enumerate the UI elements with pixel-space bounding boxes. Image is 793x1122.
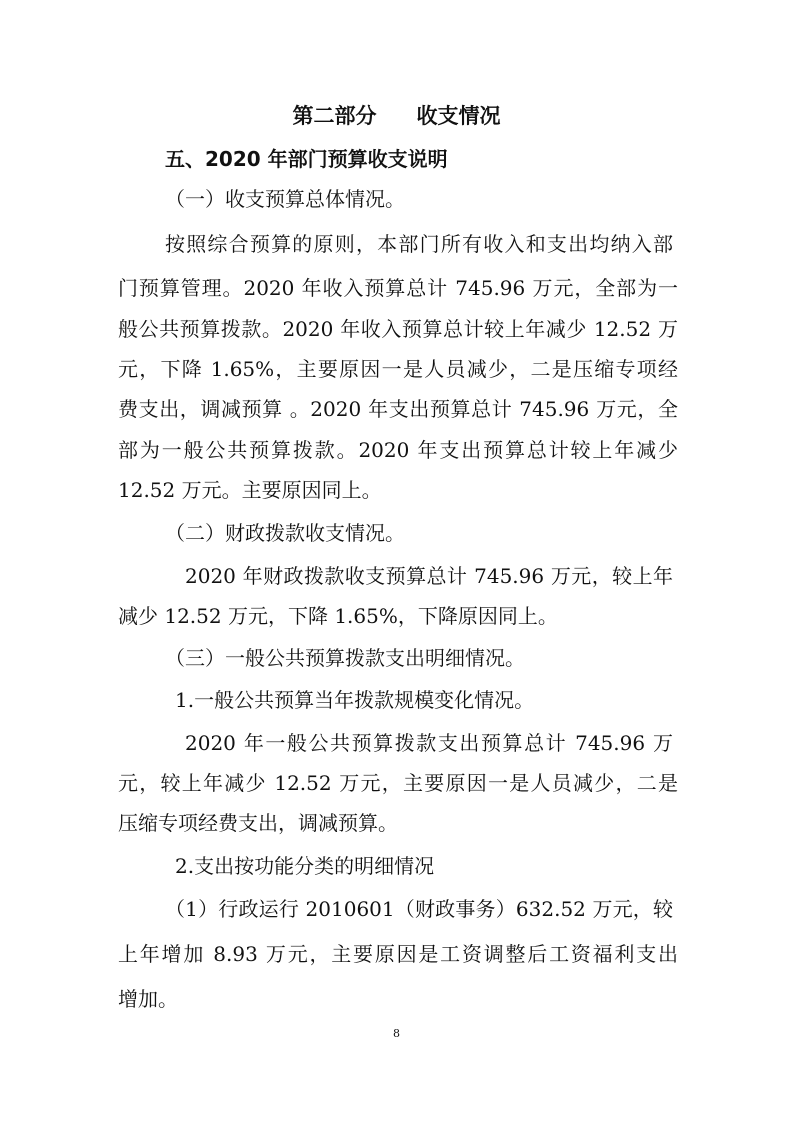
paragraph-line: 增加。 <box>118 987 178 1011</box>
paragraph-line: （1）行政运行 2010601（财政事务）632.52 万元，较 <box>165 897 673 921</box>
paragraph-line: 般公共预算拨款。2020 年收入预算总计较上年减少 12.52 万 <box>118 317 678 341</box>
subheading-fiscal: （二）财政拨款收支情况。 <box>165 521 405 545</box>
title-part: 第二部分 <box>292 104 377 128</box>
subheading-overall: （一）收支预算总体情况。 <box>165 187 405 211</box>
paragraph-line: 2020 年财政拨款收支预算总计 745.96 万元，较上年 <box>185 564 673 588</box>
paragraph-line: 费支出，调减预算 。2020 年支出预算总计 745.96 万元，全 <box>118 397 678 421</box>
subheading-general-budget: （三）一般公共预算拨款支出明细情况。 <box>165 646 525 670</box>
paragraph-line: 元，下降 1.65%，主要原因一是人员减少，二是压缩专项经 <box>118 357 678 381</box>
paragraph-line: 按照综合预算的原则，本部门所有收入和支出均纳入部 <box>165 232 673 256</box>
section-heading: 五、2020 年部门预算收支说明 <box>165 147 448 171</box>
page-number: 8 <box>393 1027 400 1040</box>
paragraph-line: 减少 12.52 万元，下降 1.65%，下降原因同上。 <box>118 604 558 628</box>
subheading-scale-change: 1.一般公共预算当年拨款规模变化情况。 <box>175 688 535 712</box>
paragraph-line: 上年增加 8.93 万元，主要原因是工资调整后工资福利支出 <box>118 942 678 966</box>
paragraph-line: 元，较上年减少 12.52 万元，主要原因一是人员减少，二是 <box>118 771 678 795</box>
paragraph-line: 压缩专项经费支出，调减预算。 <box>118 811 398 835</box>
paragraph-line: 12.52 万元。主要原因同上。 <box>118 478 382 502</box>
paragraph-line: 2020 年一般公共预算拨款支出预算总计 745.96 万 <box>185 731 673 755</box>
subheading-function-class: 2.支出按功能分类的明细情况 <box>175 854 435 878</box>
paragraph-line: 部为一般公共预算拨款。2020 年支出预算总计较上年减少 <box>118 438 678 462</box>
paragraph-line: 门预算管理。2020 年收入预算总计 745.96 万元，全部为一 <box>118 276 678 300</box>
page-title <box>0 100 793 132</box>
title-subject: 收支情况 <box>416 104 501 128</box>
